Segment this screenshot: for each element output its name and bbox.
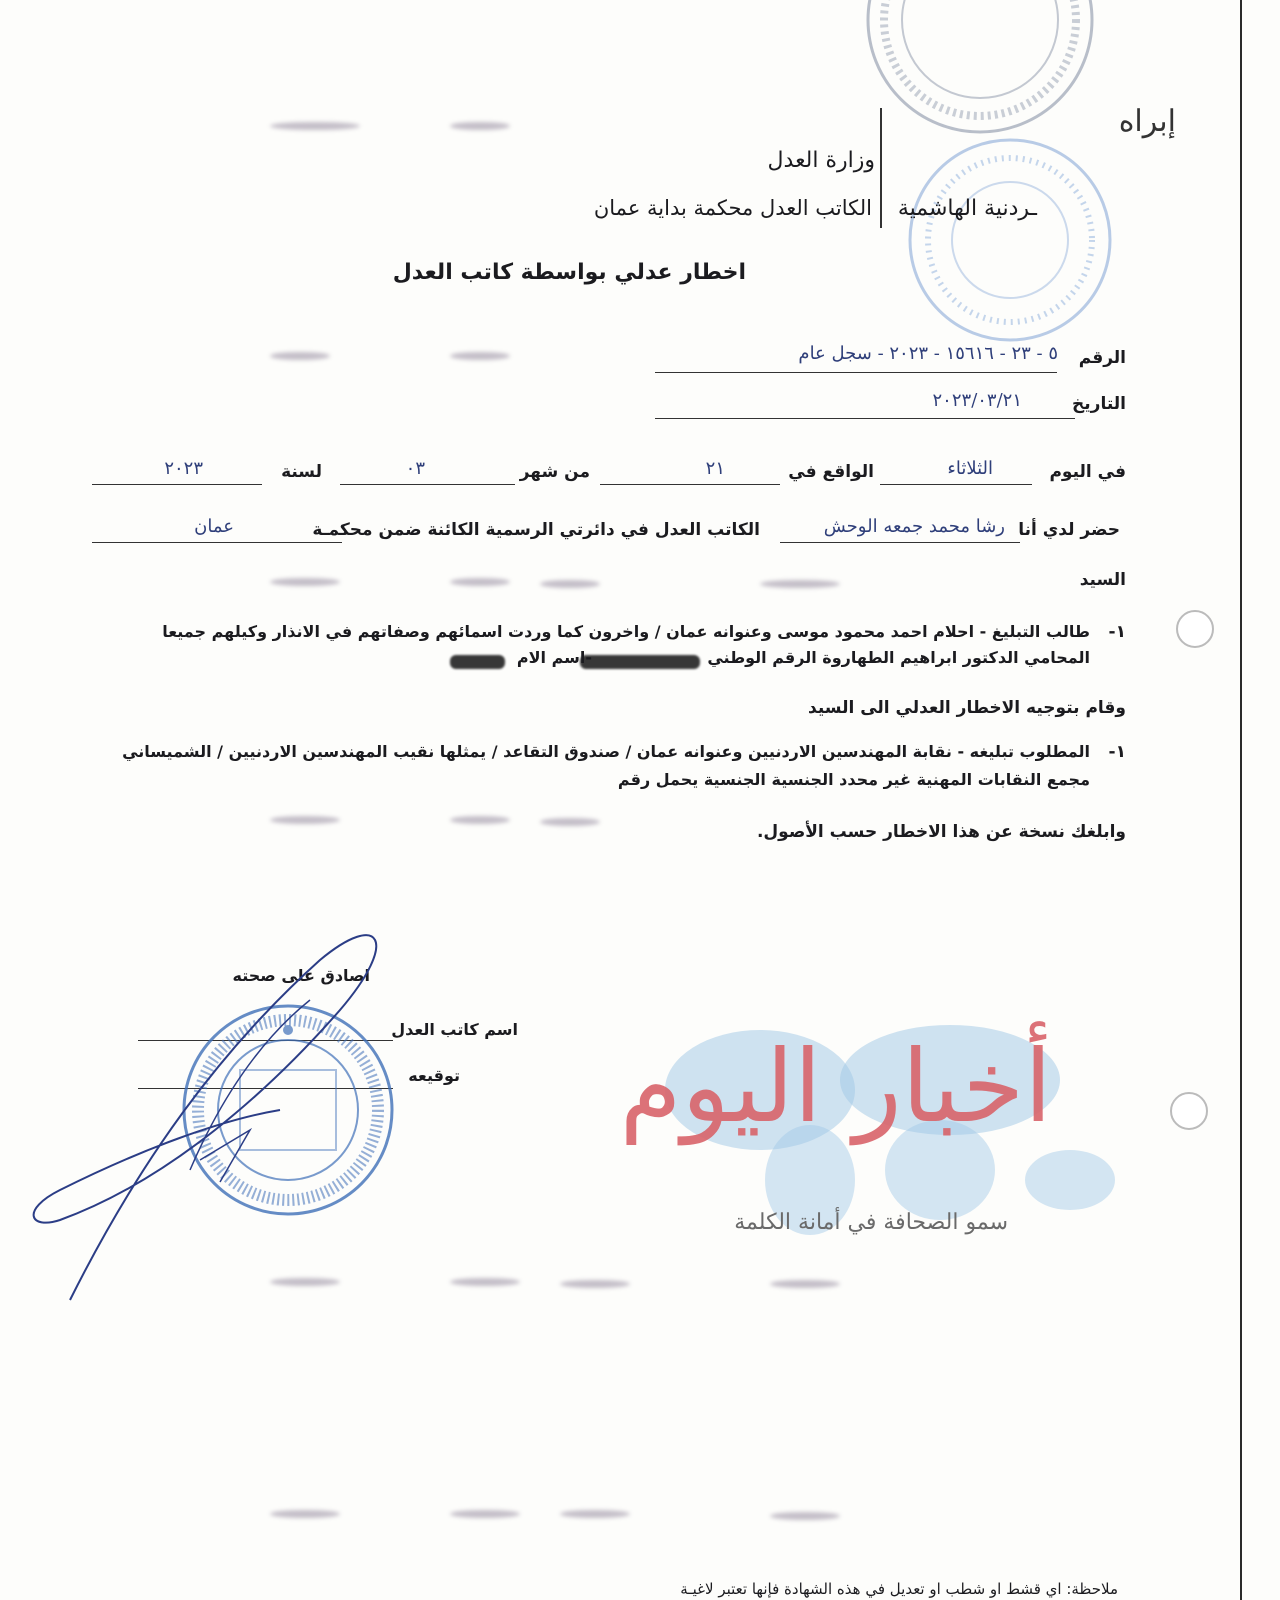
requester-line-1: طالب التبليغ - احلام احمد محمود موسى وعنوانه عمان / واخرون كما وردت اسمائهم وصفاتهم في الانذار وكيلهم جميعا xyxy=(162,622,1090,641)
smudge-mark xyxy=(270,352,330,360)
month-value: ٠٣ xyxy=(405,458,425,479)
notary-office-name: الكاتب العدل محكمة بداية عمان xyxy=(593,196,872,220)
respondent-number: ١- xyxy=(1108,742,1126,762)
smudge-mark xyxy=(540,818,600,826)
mister-label: السيد xyxy=(1079,570,1126,590)
date-underline xyxy=(655,418,1075,419)
kingdom-name: ـردنية الهاشمية xyxy=(897,196,1037,221)
header-divider xyxy=(880,108,882,228)
smudge-mark xyxy=(450,816,510,824)
requester-line-2: المحامي الدكتور ابراهيم الطهاروة الرقم الوطني xyxy=(707,648,1090,667)
direction-label: وقام بتوجيه الاخطار العدلي الى السيد xyxy=(808,698,1126,718)
smudge-mark xyxy=(270,122,360,130)
year-value: ٢٠٢٣ xyxy=(164,458,203,479)
notary-name-underline xyxy=(780,542,1020,543)
header-blue-stamp xyxy=(897,130,1120,350)
smudge-mark xyxy=(450,122,510,130)
court-city-underline xyxy=(92,542,342,543)
corner-word: إبراه xyxy=(1118,104,1176,139)
ministry-name: وزارة العدل xyxy=(767,148,875,173)
smudge-mark xyxy=(560,1510,630,1518)
reference-number-label: الرقم xyxy=(1078,348,1126,368)
smudge-mark xyxy=(450,1510,520,1518)
smudge-mark xyxy=(450,1278,520,1286)
reference-number-underline xyxy=(655,372,1057,373)
reference-number-value: ٥ - ٢٣ - ١٥٦١٦ - ٢٠٢٣ - سجل عام xyxy=(798,343,1058,364)
footer-note: ملاحظة: اي قشط او شطب او تعديل في هذه الشهادة فإنها تعتبر لاغيـة xyxy=(680,1580,1118,1598)
binder-hole xyxy=(1176,610,1214,648)
watermark-slogan: سمو الصحافة في أمانة الكلمة xyxy=(734,1210,1008,1235)
court-city: عمان xyxy=(194,516,234,537)
binder-hole xyxy=(1170,1092,1208,1130)
signature-label: توقيعه xyxy=(408,1066,460,1085)
requester-number: ١- xyxy=(1108,622,1126,642)
year-underline xyxy=(92,484,262,485)
smudge-mark xyxy=(540,580,600,588)
date-label: التاريخ xyxy=(1072,394,1126,414)
before-me-label: حضر لدي أنا xyxy=(1018,520,1120,540)
document-title: اخطار عدلي بواسطة كاتب العدل xyxy=(392,260,746,285)
smudge-mark xyxy=(270,1278,340,1286)
redacted-mother-name xyxy=(450,655,505,669)
smudge-mark xyxy=(770,1512,840,1520)
day-value: الثلاثاء xyxy=(947,458,993,479)
redacted-national-id xyxy=(580,655,700,669)
month-underline xyxy=(340,484,515,485)
watermark-brand: أخبار اليوم xyxy=(619,1028,1052,1145)
smudge-mark xyxy=(760,580,840,588)
date-value: ٢٠٢٣/٠٣/٢١ xyxy=(932,390,1022,411)
smudge-mark xyxy=(450,578,510,586)
top-seal-stamp xyxy=(860,0,1100,140)
month-label: من شهر xyxy=(519,462,590,482)
day-number-underline xyxy=(600,484,780,485)
office-location-text: الكاتب العدل في دائرتي الرسمية الكائنة ضمن محكمـة xyxy=(312,520,760,540)
smudge-mark xyxy=(770,1280,840,1288)
page-edge-line xyxy=(1240,0,1242,1600)
day-label: في اليوم xyxy=(1049,462,1126,482)
mother-name-label: -اسم الام xyxy=(516,648,592,667)
day-underline xyxy=(880,484,1032,485)
respondent-line-2: مجمع النقابات المهنية غير محدد الجنسية الجنسية يحمل رقم xyxy=(617,770,1090,789)
notary-name: رشا محمد جمعه الوحش xyxy=(823,516,1005,537)
year-label: لسنة xyxy=(281,462,322,482)
smudge-mark xyxy=(560,1280,630,1288)
smudge-mark xyxy=(270,578,340,586)
dated-label: الواقع في xyxy=(788,462,874,482)
day-number: ٢١ xyxy=(705,458,725,479)
notary-name-label: اسم كاتب العدل xyxy=(391,1020,518,1039)
respondent-line-1: المطلوب تبليغه - نقابة المهندسين الاردنيين وعنوانه عمان / صندوق التقاعد / يمثلها نقيب المهندسين الاردنيين / الشميساني xyxy=(122,742,1090,761)
certify-label: اصادق على صحته xyxy=(232,966,370,985)
copy-statement: وابلغك نسخة عن هذا الاخطار حسب الأصول. xyxy=(756,822,1126,842)
smudge-mark xyxy=(270,1510,340,1518)
smudge-mark xyxy=(270,816,340,824)
smudge-mark xyxy=(450,352,510,360)
handwritten-signature xyxy=(20,920,400,1300)
